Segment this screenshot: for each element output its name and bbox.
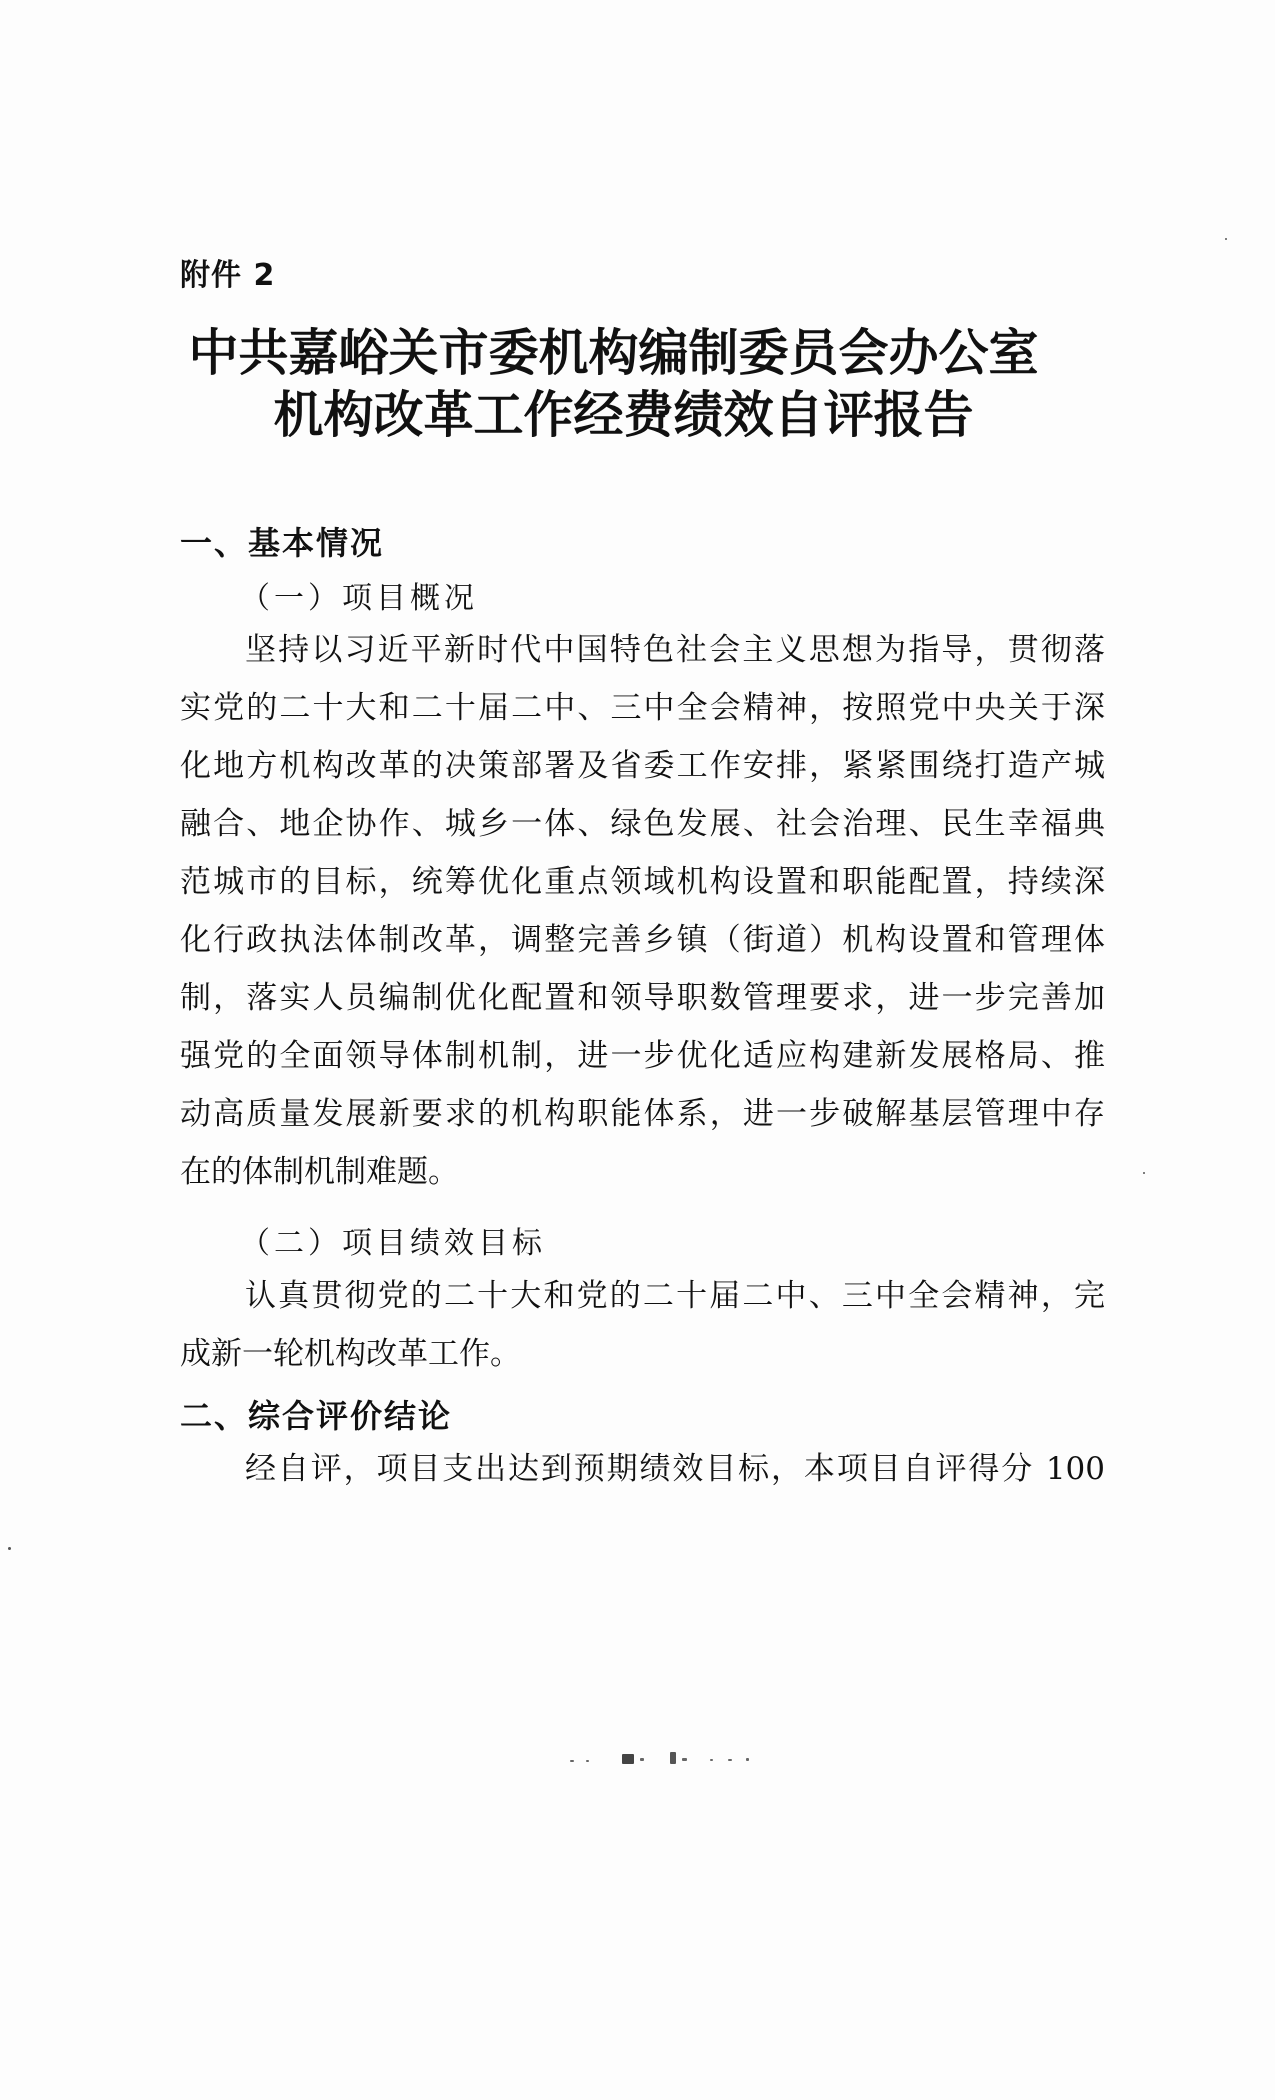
paragraph-line: 成新一轮机构改革工作。 <box>180 1336 521 1372</box>
paragraph-line: 制，落实人员编制优化配置和领导职数管理要求，进一步完善加 <box>180 980 1105 1016</box>
paragraph-line: 化地方机构改革的决策部署及省委工作安排，紧紧围绕打造产城 <box>180 748 1105 784</box>
paragraph-line: 坚持以习近平新时代中国特色社会主义思想为指导，贯彻落 <box>245 632 1105 668</box>
paragraph-line: 强党的全面领导体制机制，进一步优化适应构建新发展格局、推 <box>180 1038 1105 1074</box>
paragraph-line: 在的体制机制难题。 <box>180 1154 459 1190</box>
scan-speck <box>1143 1172 1145 1174</box>
scan-speck <box>8 1547 11 1550</box>
paragraph-line: 认真贯彻党的二十大和党的二十届二中、三中全会精神，完 <box>245 1278 1105 1314</box>
subsection-2-heading: （二）项目绩效目标 <box>240 1226 546 1261</box>
section-2-heading: 二、综合评价结论 <box>180 1397 453 1435</box>
paragraph-line: 实党的二十大和二十届二中、三中全会精神，按照党中央关于深 <box>180 690 1105 726</box>
attachment-label: 附件 2 <box>180 258 276 293</box>
document-title-line-2: 机构改革工作经费绩效自评报告 <box>273 385 974 444</box>
document-title-line-1: 中共嘉峪关市委机构编制委员会办公室 <box>188 323 1039 382</box>
scan-smudge <box>570 1752 760 1766</box>
paragraph-line: 范城市的目标，统筹优化重点领域机构设置和职能配置，持续深 <box>180 864 1105 900</box>
paragraph-line: 融合、地企协作、城乡一体、绿色发展、社会治理、民生幸福典 <box>180 806 1105 842</box>
paragraph-line: 经自评，项目支出达到预期绩效目标，本项目自评得分 100 <box>245 1451 1105 1487</box>
scan-speck <box>1225 238 1227 240</box>
subsection-1-heading: （一）项目概况 <box>240 581 478 616</box>
paragraph-line: 化行政执法体制改革，调整完善乡镇（街道）机构设置和管理体 <box>180 922 1105 958</box>
section-1-heading: 一、基本情况 <box>180 524 385 562</box>
paragraph-line: 动高质量发展新要求的机构职能体系，进一步破解基层管理中存 <box>180 1096 1105 1132</box>
